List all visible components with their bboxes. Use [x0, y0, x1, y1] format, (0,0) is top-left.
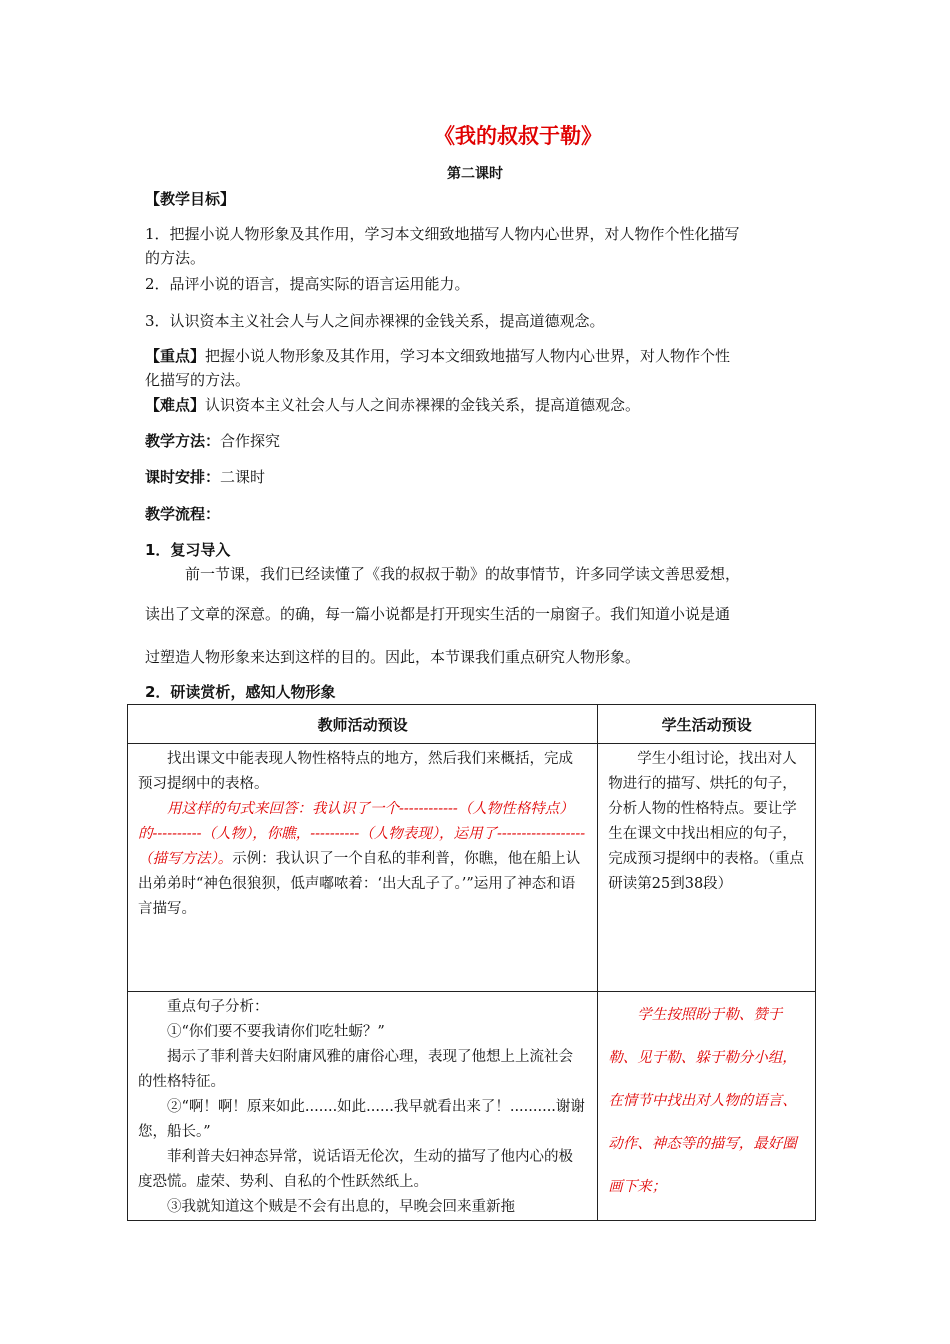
activity-table: [127, 704, 816, 1221]
teaching-method-value: 合作探究: [220, 432, 281, 450]
table-header-row: [128, 705, 816, 744]
teacher-intro: 找出课文中能表现人物性格特点的地方，然后我们来概括，完成预习提纲中的表格。: [138, 751, 573, 792]
row-1-student-cell: [598, 744, 816, 992]
schedule-value: 二课时: [220, 468, 266, 486]
key-point-label: 【重点】: [145, 347, 206, 365]
key-sentence-3: ③我就知道这个贼是不会有出息的，早晚会回来重新拖: [167, 1199, 515, 1215]
key-sentence-1-analysis: 揭示了菲利普夫妇附庸风雅的庸俗心理，表现了他想上上流社会的性格特征。: [138, 1049, 573, 1090]
key-sentence-1: ①“你们要不要我请你们吃牡蛎？”: [167, 1024, 385, 1040]
header-teacher: 教师活动预设: [128, 705, 598, 744]
table-row: [128, 992, 816, 1221]
key-point-text: 把握小说人物形象及其作用，学习本文细致地描写人物内心世界，对人物作个性: [205, 347, 731, 365]
key-point-line-2: 化描写的方法。: [145, 371, 251, 389]
header-student: 学生活动预设: [598, 705, 816, 744]
flow-heading: 教学流程：: [145, 505, 221, 523]
teaching-method: [145, 429, 815, 453]
student-activity-2: 学生按照盼于勒、赞于勒、见于勒、躲于勒分小组，在情节中找出对人物的语言、动作、神态等的描写，最好圈画下来；: [608, 1007, 797, 1195]
row-1-teacher-cell: [128, 744, 598, 992]
key-point-line-1: [145, 344, 815, 368]
answer-example: 示例：我认识了一个自私的菲利普，你瞧，他在船上认出弟弟时“神色很狼狈，低声嘟哝着：‘出大乱子了。’”运用了神态和语言描写。: [138, 851, 581, 917]
step-1-heading: 1．复习导入: [145, 541, 231, 559]
objective-1-line-1: 1．把握小说人物形象及其作用，学习本文细致地描写人物内心世界，对人物作个性化描写: [145, 225, 740, 243]
teaching-method-label: 教学方法：: [145, 432, 221, 450]
key-sentence-heading: 重点句子分析：: [167, 999, 269, 1015]
key-sentence-2: ②“啊！啊！原来如此.......如此......我早就看出来了！..........谢谢您，船长。”: [138, 1099, 585, 1140]
row-2-student-cell: [598, 992, 816, 1221]
key-sentence-2-analysis: 菲利普夫妇神态异常，说话语无伦次，生动的描写了他内心的极度恐慌。虚荣、势利、自私的个性跃然纸上。: [138, 1149, 573, 1190]
step-1-line-2: 读出了文章的深意。的确，每一篇小说都是打开现实生活的一扇窗子。我们知道小说是通: [145, 605, 731, 623]
teacher-pattern-and-example: [128, 797, 597, 922]
step-2-heading: 2．研读赏析，感知人物形象: [145, 683, 336, 701]
objective-3: 3．认识资本主义社会人与人之间赤裸裸的金钱关系，提高道德观念。: [145, 312, 605, 330]
step-1-line-3: 过塑造人物形象来达到这样的目的。因此，本节课我们重点研究人物形象。: [145, 648, 641, 666]
difficult-point-text: 认识资本主义社会人与人之间赤裸裸的金钱关系，提高道德观念。: [205, 396, 641, 414]
document-title: 《我的叔叔于勒》: [434, 124, 602, 148]
objective-1-line-2: 的方法。: [145, 249, 206, 267]
schedule: [145, 465, 815, 489]
difficult-point-label: 【难点】: [145, 396, 206, 414]
schedule-label: 课时安排：: [145, 468, 221, 486]
step-1-line-1: 前一节课，我们已经读懂了《我的叔叔于勒》的故事情节，许多同学读文善思爱想，: [185, 565, 741, 583]
student-activity-1: 学生小组讨论，找出对人物进行的描写、烘托的句子，分析人物的性格特点。要让学生在课文中找出相应的句子，完成预习提纲中的表格。（重点研读第25到38段）: [608, 751, 805, 892]
table-row: [128, 744, 816, 992]
answer-pattern: 用这样的句式来回答：我认识了一个------------（人物性格特点）的----------（人物），你瞧，----------（人物表现），运用了------------------（描写方法）。: [138, 801, 586, 867]
row-2-teacher-cell: [128, 992, 598, 1221]
objectives-heading: 【教学目标】: [145, 190, 236, 208]
difficult-point: [145, 393, 815, 417]
objective-2: 2．品评小说的语言，提高实际的语言运用能力。: [145, 275, 470, 293]
lesson-subtitle: 第二课时: [447, 166, 503, 182]
